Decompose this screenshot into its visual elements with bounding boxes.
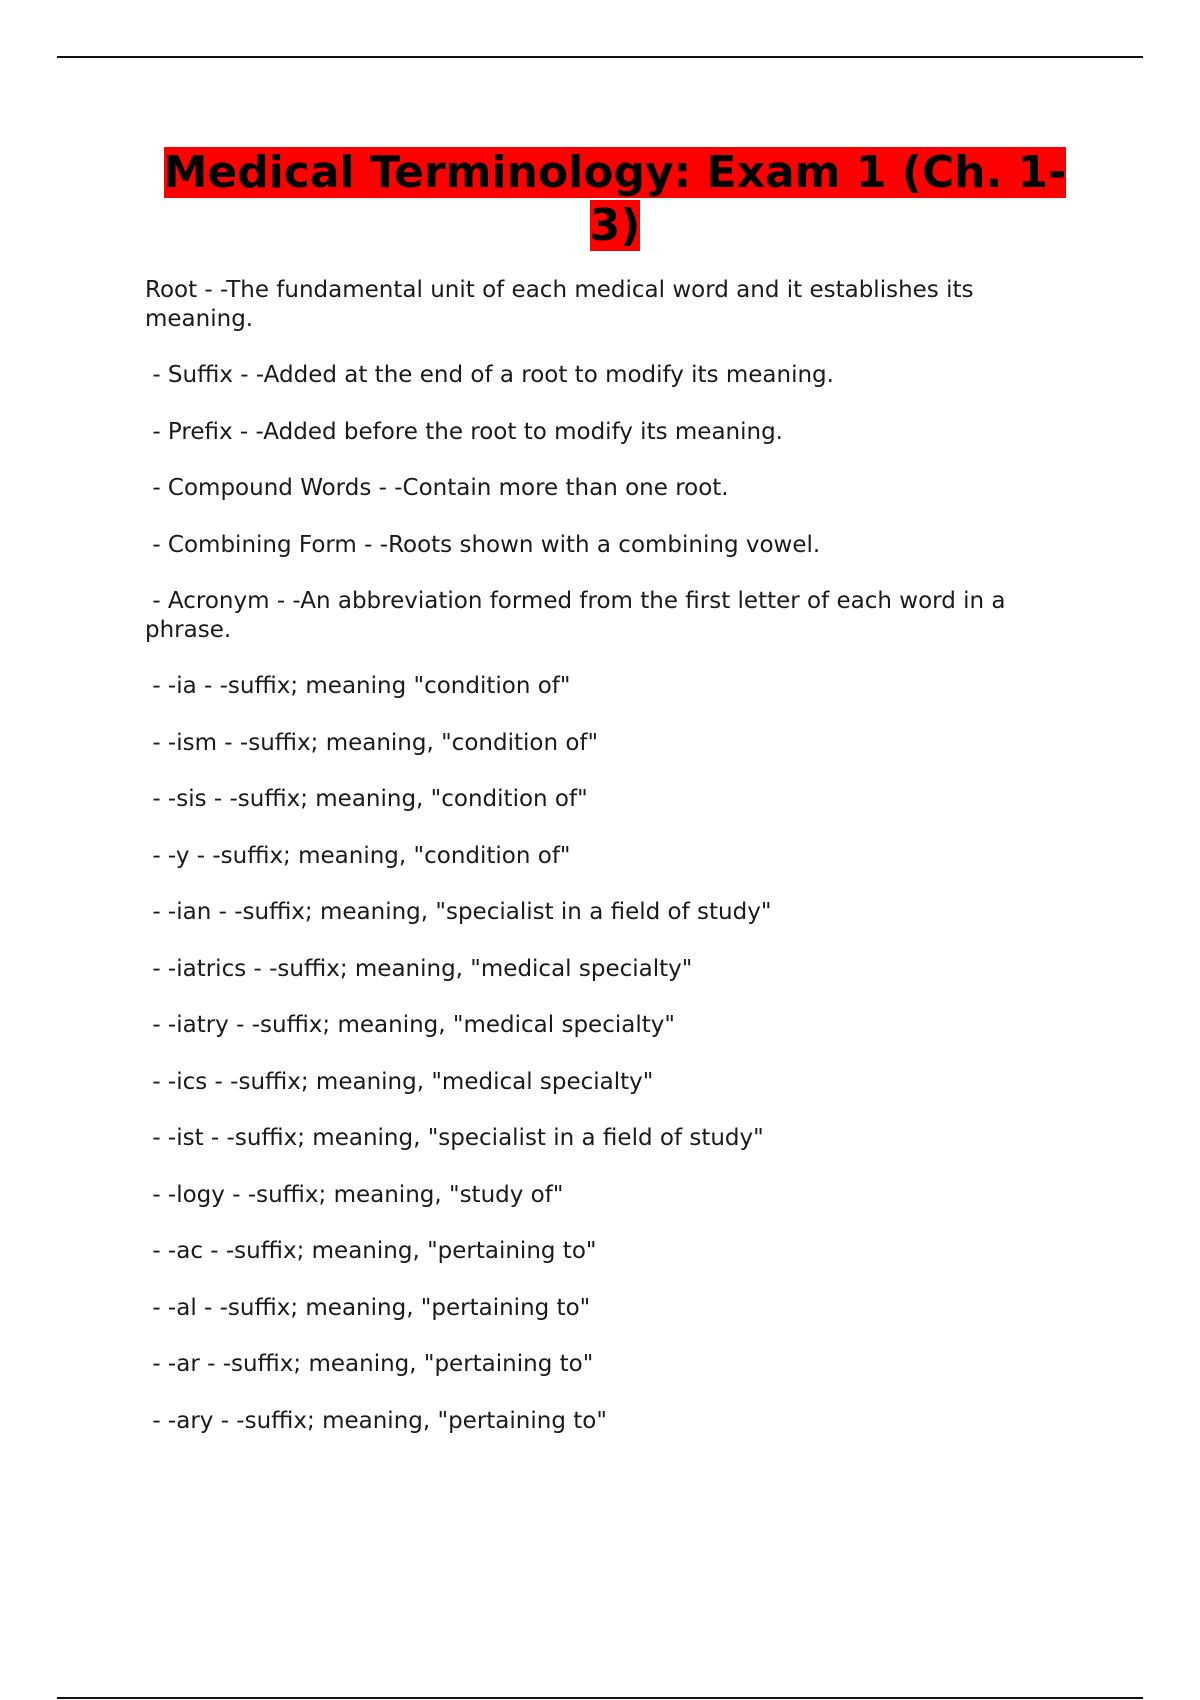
- term-entry: - -ism - -suffix; meaning, "condition of": [145, 729, 599, 756]
- top-rule: [57, 56, 1143, 58]
- term-entry: - -ary - -suffix; meaning, "pertaining to": [145, 1407, 607, 1434]
- title-block: [145, 146, 1085, 252]
- term-list: [145, 276, 1075, 1463]
- term-entry: - -ist - -suffix; meaning, "specialist in a field of study": [145, 1125, 764, 1151]
- term-entry: - -al - -suffix; meaning, "pertaining to": [145, 1294, 591, 1321]
- term-entry: - Combining Form - -Roots shown with a combining vowel.: [145, 531, 821, 558]
- term-entry: - -ac - -suffix; meaning, "pertaining to": [145, 1238, 597, 1264]
- term-entry: - -iatrics - -suffix; meaning, "medical specialty": [145, 955, 693, 982]
- term-entry: Root - -The fundamental unit of each medical word and it establishes its meaning.: [145, 277, 981, 332]
- term-entry: - -ar - -suffix; meaning, "pertaining to": [145, 1351, 594, 1377]
- term-entry: - Compound Words - -Contain more than one root.: [145, 475, 729, 501]
- term-entry: - -logy - -suffix; meaning, "study of": [145, 1181, 564, 1208]
- term-entry: - -sis - -suffix; meaning, "condition of": [145, 786, 588, 812]
- bottom-rule: [57, 1697, 1143, 1699]
- term-entry: - Suffix - -Added at the end of a root to modify its meaning.: [145, 362, 834, 388]
- page-title: [145, 146, 1085, 252]
- term-entry: - Acronym - -An abbreviation formed from the first letter of each word in a phrase.: [145, 588, 1013, 643]
- title-highlight: Medical Terminology: Exam 1 (Ch. 1-3): [163, 147, 1067, 251]
- term-entry: - -ian - -suffix; meaning, "specialist in a field of study": [145, 899, 772, 925]
- term-entry: - -ia - -suffix; meaning "condition of": [145, 673, 571, 699]
- term-entry: - -ics - -suffix; meaning, "medical specialty": [145, 1068, 654, 1095]
- term-entry: - -y - -suffix; meaning, "condition of": [145, 842, 571, 869]
- term-entry: - -iatry - -suffix; meaning, "medical specialty": [145, 1012, 675, 1038]
- term-entry: - Prefix - -Added before the root to modify its meaning.: [145, 418, 783, 445]
